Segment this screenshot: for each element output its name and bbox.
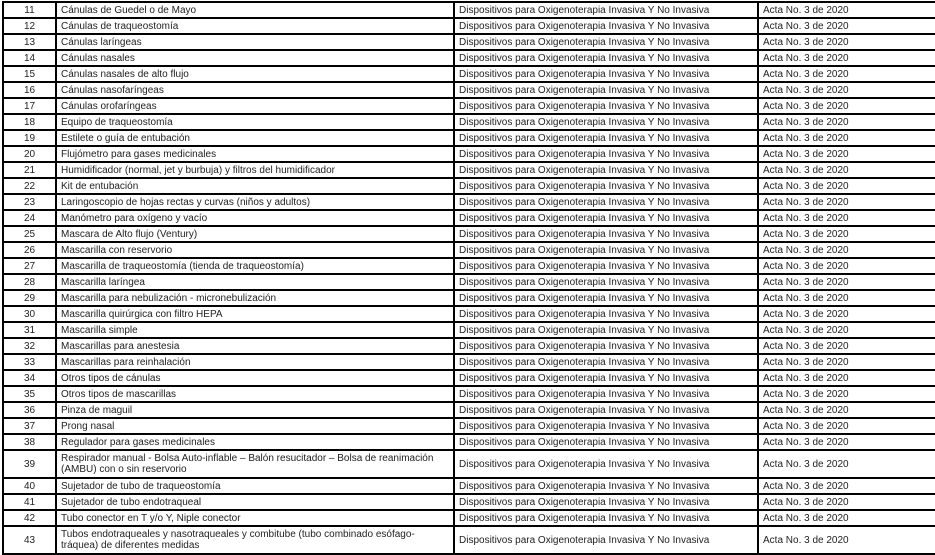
device-name-cell: Kit de entubación: [56, 178, 454, 194]
acta-cell: Acta No. 3 de 2020: [758, 510, 935, 526]
table-row: [3, 450, 935, 478]
row-number-cell: 22: [3, 178, 56, 194]
acta-cell: Acta No. 3 de 2020: [758, 242, 935, 258]
device-table-container: [2, 1, 935, 555]
table-row: [3, 434, 935, 450]
row-number-cell: 42: [3, 510, 56, 526]
acta-cell: Acta No. 3 de 2020: [758, 82, 935, 98]
table-row: [3, 402, 935, 418]
row-number-cell: 33: [3, 354, 56, 370]
table-row: [3, 242, 935, 258]
device-name-cell: Pinza de maguil: [56, 402, 454, 418]
row-number-cell: 15: [3, 66, 56, 82]
row-number-cell: 20: [3, 146, 56, 162]
category-cell: Dispositivos para Oxigenoterapia Invasiva Y No Invasiva: [454, 526, 758, 554]
category-cell: Dispositivos para Oxigenoterapia Invasiva Y No Invasiva: [454, 210, 758, 226]
acta-cell: Acta No. 3 de 2020: [758, 402, 935, 418]
category-cell: Dispositivos para Oxigenoterapia Invasiva Y No Invasiva: [454, 510, 758, 526]
row-number-cell: 19: [3, 130, 56, 146]
row-number-cell: 21: [3, 162, 56, 178]
category-cell: Dispositivos para Oxigenoterapia Invasiva Y No Invasiva: [454, 258, 758, 274]
table-row: [3, 226, 935, 242]
table-row: [3, 98, 935, 114]
table-row: [3, 386, 935, 402]
category-cell: Dispositivos para Oxigenoterapia Invasiva Y No Invasiva: [454, 130, 758, 146]
table-row: [3, 210, 935, 226]
table-row: [3, 418, 935, 434]
category-cell: Dispositivos para Oxigenoterapia Invasiva Y No Invasiva: [454, 322, 758, 338]
device-table-body: [3, 2, 935, 554]
table-row: [3, 306, 935, 322]
row-number-cell: 40: [3, 478, 56, 494]
table-row: [3, 510, 935, 526]
device-name-cell: Estilete o guía de entubación: [56, 130, 454, 146]
table-row: [3, 50, 935, 66]
acta-cell: Acta No. 3 de 2020: [758, 370, 935, 386]
device-name-cell: Laringoscopio de hojas rectas y curvas (niños y adultos): [56, 194, 454, 210]
table-row: [3, 526, 935, 554]
device-table: [2, 1, 935, 555]
category-cell: Dispositivos para Oxigenoterapia Invasiva Y No Invasiva: [454, 50, 758, 66]
table-row: [3, 146, 935, 162]
row-number-cell: 13: [3, 34, 56, 50]
device-name-cell: Mascarilla simple: [56, 322, 454, 338]
row-number-cell: 26: [3, 242, 56, 258]
category-cell: Dispositivos para Oxigenoterapia Invasiva Y No Invasiva: [454, 194, 758, 210]
acta-cell: Acta No. 3 de 2020: [758, 2, 935, 18]
row-number-cell: 38: [3, 434, 56, 450]
device-name-cell: Sujetador de tubo endotraqueal: [56, 494, 454, 510]
table-row: [3, 274, 935, 290]
category-cell: Dispositivos para Oxigenoterapia Invasiva Y No Invasiva: [454, 34, 758, 50]
category-cell: Dispositivos para Oxigenoterapia Invasiva Y No Invasiva: [454, 478, 758, 494]
row-number-cell: 32: [3, 338, 56, 354]
row-number-cell: 39: [3, 450, 56, 478]
device-name-cell: Mascara de Alto flujo (Ventury): [56, 226, 454, 242]
category-cell: Dispositivos para Oxigenoterapia Invasiva Y No Invasiva: [454, 450, 758, 478]
category-cell: Dispositivos para Oxigenoterapia Invasiva Y No Invasiva: [454, 386, 758, 402]
device-name-cell: Regulador para gases medicinales: [56, 434, 454, 450]
device-name-cell: Cánulas de Guedel o de Mayo: [56, 2, 454, 18]
category-cell: Dispositivos para Oxigenoterapia Invasiva Y No Invasiva: [454, 354, 758, 370]
device-name-cell: Tubo conector en T y/o Y, Niple conector: [56, 510, 454, 526]
row-number-cell: 30: [3, 306, 56, 322]
device-name-cell: Sujetador de tubo de traqueostomía: [56, 478, 454, 494]
table-row: [3, 34, 935, 50]
acta-cell: Acta No. 3 de 2020: [758, 162, 935, 178]
acta-cell: Acta No. 3 de 2020: [758, 130, 935, 146]
table-row: [3, 322, 935, 338]
category-cell: Dispositivos para Oxigenoterapia Invasiva Y No Invasiva: [454, 146, 758, 162]
row-number-cell: 14: [3, 50, 56, 66]
device-name-cell: Cánulas de traqueostomía: [56, 18, 454, 34]
acta-cell: Acta No. 3 de 2020: [758, 34, 935, 50]
category-cell: Dispositivos para Oxigenoterapia Invasiva Y No Invasiva: [454, 274, 758, 290]
table-row: [3, 130, 935, 146]
category-cell: Dispositivos para Oxigenoterapia Invasiva Y No Invasiva: [454, 402, 758, 418]
device-name-cell: Mascarilla con reservorio: [56, 242, 454, 258]
device-name-cell: Mascarilla para nebulización - micronebulización: [56, 290, 454, 306]
device-name-cell: Otros tipos de cánulas: [56, 370, 454, 386]
category-cell: Dispositivos para Oxigenoterapia Invasiva Y No Invasiva: [454, 98, 758, 114]
acta-cell: Acta No. 3 de 2020: [758, 434, 935, 450]
acta-cell: Acta No. 3 de 2020: [758, 226, 935, 242]
row-number-cell: 11: [3, 2, 56, 18]
category-cell: Dispositivos para Oxigenoterapia Invasiva Y No Invasiva: [454, 434, 758, 450]
table-row: [3, 370, 935, 386]
device-name-cell: Mascarilla quirúrgica con filtro HEPA: [56, 306, 454, 322]
category-cell: Dispositivos para Oxigenoterapia Invasiva Y No Invasiva: [454, 370, 758, 386]
category-cell: Dispositivos para Oxigenoterapia Invasiva Y No Invasiva: [454, 114, 758, 130]
table-row: [3, 478, 935, 494]
row-number-cell: 17: [3, 98, 56, 114]
row-number-cell: 37: [3, 418, 56, 434]
row-number-cell: 41: [3, 494, 56, 510]
acta-cell: Acta No. 3 de 2020: [758, 274, 935, 290]
acta-cell: Acta No. 3 de 2020: [758, 50, 935, 66]
acta-cell: Acta No. 3 de 2020: [758, 338, 935, 354]
category-cell: Dispositivos para Oxigenoterapia Invasiva Y No Invasiva: [454, 178, 758, 194]
device-name-cell: Prong nasal: [56, 418, 454, 434]
acta-cell: Acta No. 3 de 2020: [758, 194, 935, 210]
table-row: [3, 338, 935, 354]
device-name-cell: Mascarilla laríngea: [56, 274, 454, 290]
row-number-cell: 18: [3, 114, 56, 130]
row-number-cell: 16: [3, 82, 56, 98]
device-name-cell: Cánulas laríngeas: [56, 34, 454, 50]
device-name-cell: Respirador manual - Bolsa Auto-inflable – Balón resucitador – Bolsa de reanimación (AMBU) con o sin reservorio: [56, 450, 454, 478]
category-cell: Dispositivos para Oxigenoterapia Invasiva Y No Invasiva: [454, 494, 758, 510]
row-number-cell: 27: [3, 258, 56, 274]
acta-cell: Acta No. 3 de 2020: [758, 306, 935, 322]
device-name-cell: Flujómetro para gases medicinales: [56, 146, 454, 162]
table-row: [3, 290, 935, 306]
acta-cell: Acta No. 3 de 2020: [758, 418, 935, 434]
acta-cell: Acta No. 3 de 2020: [758, 526, 935, 554]
acta-cell: Acta No. 3 de 2020: [758, 146, 935, 162]
row-number-cell: 34: [3, 370, 56, 386]
device-name-cell: Humidificador (normal, jet y burbuja) y filtros del humidificador: [56, 162, 454, 178]
device-name-cell: Equipo de traqueostomía: [56, 114, 454, 130]
acta-cell: Acta No. 3 de 2020: [758, 478, 935, 494]
table-row: [3, 162, 935, 178]
device-name-cell: Cánulas orofaríngeas: [56, 98, 454, 114]
category-cell: Dispositivos para Oxigenoterapia Invasiva Y No Invasiva: [454, 242, 758, 258]
device-name-cell: Cánulas nasales: [56, 50, 454, 66]
row-number-cell: 29: [3, 290, 56, 306]
acta-cell: Acta No. 3 de 2020: [758, 66, 935, 82]
category-cell: Dispositivos para Oxigenoterapia Invasiva Y No Invasiva: [454, 418, 758, 434]
device-name-cell: Cánulas nasales de alto flujo: [56, 66, 454, 82]
acta-cell: Acta No. 3 de 2020: [758, 258, 935, 274]
table-row: [3, 2, 935, 18]
table-row: [3, 194, 935, 210]
table-row: [3, 18, 935, 34]
acta-cell: Acta No. 3 de 2020: [758, 354, 935, 370]
device-name-cell: Manómetro para oxígeno y vacío: [56, 210, 454, 226]
device-name-cell: Otros tipos de mascarillas: [56, 386, 454, 402]
row-number-cell: 25: [3, 226, 56, 242]
category-cell: Dispositivos para Oxigenoterapia Invasiva Y No Invasiva: [454, 338, 758, 354]
category-cell: Dispositivos para Oxigenoterapia Invasiva Y No Invasiva: [454, 306, 758, 322]
table-row: [3, 82, 935, 98]
row-number-cell: 28: [3, 274, 56, 290]
category-cell: Dispositivos para Oxigenoterapia Invasiva Y No Invasiva: [454, 162, 758, 178]
category-cell: Dispositivos para Oxigenoterapia Invasiva Y No Invasiva: [454, 18, 758, 34]
device-name-cell: Mascarilla de traqueostomía (tienda de traqueostomía): [56, 258, 454, 274]
table-row: [3, 178, 935, 194]
device-name-cell: Cánulas nasofaríngeas: [56, 82, 454, 98]
row-number-cell: 23: [3, 194, 56, 210]
acta-cell: Acta No. 3 de 2020: [758, 290, 935, 306]
device-name-cell: Mascarillas para anestesia: [56, 338, 454, 354]
device-name-cell: Tubos endotraqueales y nasotraqueales y combitube (tubo combinado esófago-tráquea) de diferentes medidas: [56, 526, 454, 554]
table-row: [3, 354, 935, 370]
acta-cell: Acta No. 3 de 2020: [758, 494, 935, 510]
row-number-cell: 24: [3, 210, 56, 226]
table-row: [3, 258, 935, 274]
acta-cell: Acta No. 3 de 2020: [758, 210, 935, 226]
category-cell: Dispositivos para Oxigenoterapia Invasiva Y No Invasiva: [454, 290, 758, 306]
row-number-cell: 36: [3, 402, 56, 418]
row-number-cell: 43: [3, 526, 56, 554]
table-row: [3, 114, 935, 130]
acta-cell: Acta No. 3 de 2020: [758, 114, 935, 130]
device-name-cell: Mascarillas para reinhalación: [56, 354, 454, 370]
acta-cell: Acta No. 3 de 2020: [758, 322, 935, 338]
acta-cell: Acta No. 3 de 2020: [758, 178, 935, 194]
acta-cell: Acta No. 3 de 2020: [758, 98, 935, 114]
category-cell: Dispositivos para Oxigenoterapia Invasiva Y No Invasiva: [454, 226, 758, 242]
category-cell: Dispositivos para Oxigenoterapia Invasiva Y No Invasiva: [454, 2, 758, 18]
acta-cell: Acta No. 3 de 2020: [758, 18, 935, 34]
table-row: [3, 494, 935, 510]
row-number-cell: 12: [3, 18, 56, 34]
row-number-cell: 35: [3, 386, 56, 402]
category-cell: Dispositivos para Oxigenoterapia Invasiva Y No Invasiva: [454, 66, 758, 82]
table-row: [3, 66, 935, 82]
category-cell: Dispositivos para Oxigenoterapia Invasiva Y No Invasiva: [454, 82, 758, 98]
row-number-cell: 31: [3, 322, 56, 338]
acta-cell: Acta No. 3 de 2020: [758, 386, 935, 402]
acta-cell: Acta No. 3 de 2020: [758, 450, 935, 478]
